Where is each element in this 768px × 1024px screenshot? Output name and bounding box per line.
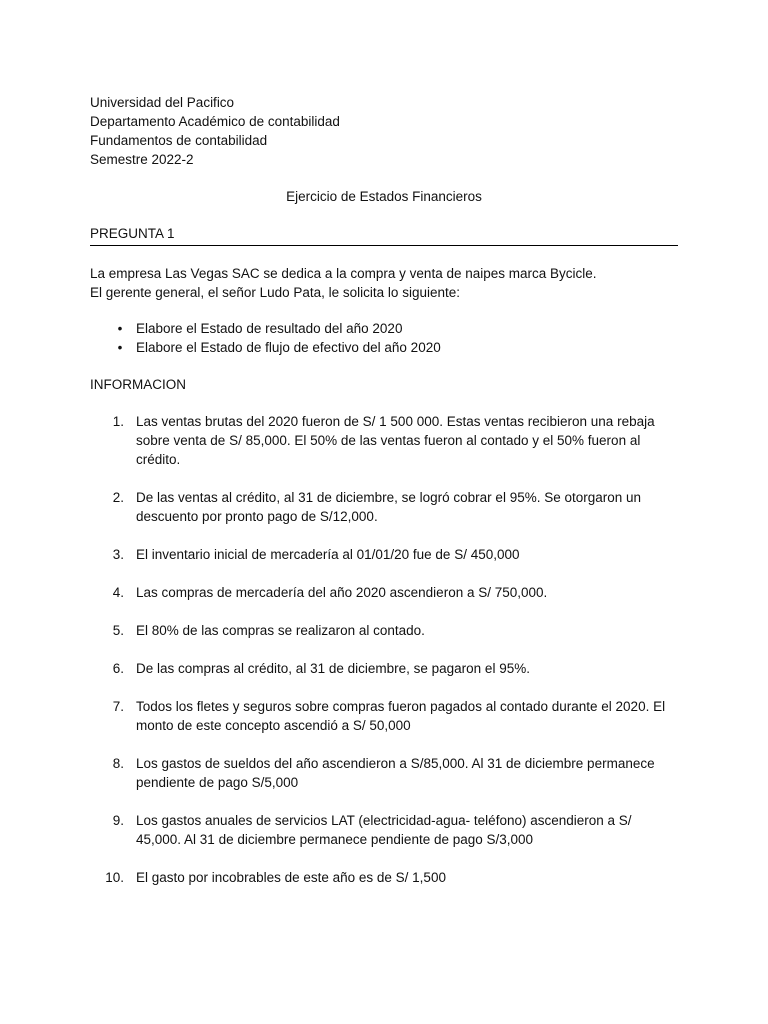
item-number: 3.	[112, 547, 124, 562]
item-line: Las ventas brutas del 2020 fueron de S/ 1 500 000. Estas ventas recibieron una rebaja	[136, 414, 655, 429]
item-number: 10.	[105, 870, 124, 885]
info-item	[90, 697, 678, 735]
intro-paragraph	[90, 264, 678, 302]
info-item	[90, 545, 678, 564]
item-line: El gasto por incobrables de este año es de S/ 1,500	[136, 870, 446, 885]
info-item	[90, 488, 678, 526]
item-line: crédito.	[136, 452, 181, 467]
item-line: 45,000. Al 31 de diciembre permanece pendiente de pago S/3,000	[136, 832, 534, 847]
info-heading: INFORMACION	[90, 377, 186, 392]
info-item	[90, 868, 678, 887]
requests-list	[90, 319, 678, 357]
item-line: monto de este concepto ascendió a S/ 50,000	[136, 718, 411, 733]
item-line: descuento por pronto pago de S/12,000.	[136, 509, 378, 524]
item-number: 6.	[112, 661, 124, 676]
document-header	[90, 93, 678, 169]
info-item	[90, 659, 678, 678]
info-item	[90, 583, 678, 602]
info-item	[90, 621, 678, 640]
document-page	[90, 93, 678, 906]
intro-line: La empresa Las Vegas SAC se dedica a la compra y venta de naipes marca Bycicle.	[90, 266, 597, 281]
item-line: sobre venta de S/ 85,000. El 50% de las ventas fueron al contado y el 50% fueron al	[136, 433, 641, 448]
item-number: 1.	[112, 414, 124, 429]
item-number: 5.	[112, 623, 124, 638]
item-line: El inventario inicial de mercadería al 01/01/20 fue de S/ 450,000	[136, 547, 520, 562]
department-name: Departamento Académico de contabilidad	[90, 114, 340, 129]
item-line: Los gastos anuales de servicios LAT (electricidad-agua- teléfono) ascendieron a S/	[136, 813, 632, 828]
item-line: Los gastos de sueldos del año ascendieron a S/85,000. Al 31 de diciembre permanece	[136, 756, 655, 771]
info-item	[90, 412, 678, 469]
item-line: De las compras al crédito, al 31 de diciembre, se pagaron el 95%.	[136, 661, 530, 676]
course-name: Fundamentos de contabilidad	[90, 133, 268, 148]
question-heading: PREGUNTA 1	[90, 224, 678, 246]
item-line: pendiente de pago S/5,000	[136, 775, 299, 790]
info-item	[90, 754, 678, 792]
item-number: 4.	[112, 585, 124, 600]
item-number: 2.	[112, 490, 124, 505]
request-text: Elabore el Estado de resultado del año 2020	[136, 321, 403, 336]
item-line: Las compras de mercadería del año 2020 ascendieron a S/ 750,000.	[136, 585, 548, 600]
info-item	[90, 811, 678, 849]
item-line: Todos los fletes y seguros sobre compras fueron pagados al contado durante el 2020. El	[136, 699, 666, 714]
item-number: 8.	[112, 756, 124, 771]
request-text: Elabore el Estado de flujo de efectivo del año 2020	[136, 340, 441, 355]
item-line: El 80% de las compras se realizaron al contado.	[136, 623, 425, 638]
information-list	[90, 412, 678, 887]
item-number: 7.	[112, 699, 124, 714]
item-number: 9.	[112, 813, 124, 828]
request-item	[90, 319, 678, 338]
semester-label: Semestre 2022-2	[90, 152, 194, 167]
request-item	[90, 338, 678, 357]
bullet-icon: •	[117, 340, 123, 355]
document-title: Ejercicio de Estados Financieros	[286, 189, 482, 204]
intro-line: El gerente general, el señor Ludo Pata, le solicita lo siguiente:	[90, 285, 460, 300]
bullet-icon: •	[117, 321, 123, 336]
university-name: Universidad del Pacifico	[90, 95, 235, 110]
item-line: De las ventas al crédito, al 31 de diciembre, se logró cobrar el 95%. Se otorgaron un	[136, 490, 642, 505]
